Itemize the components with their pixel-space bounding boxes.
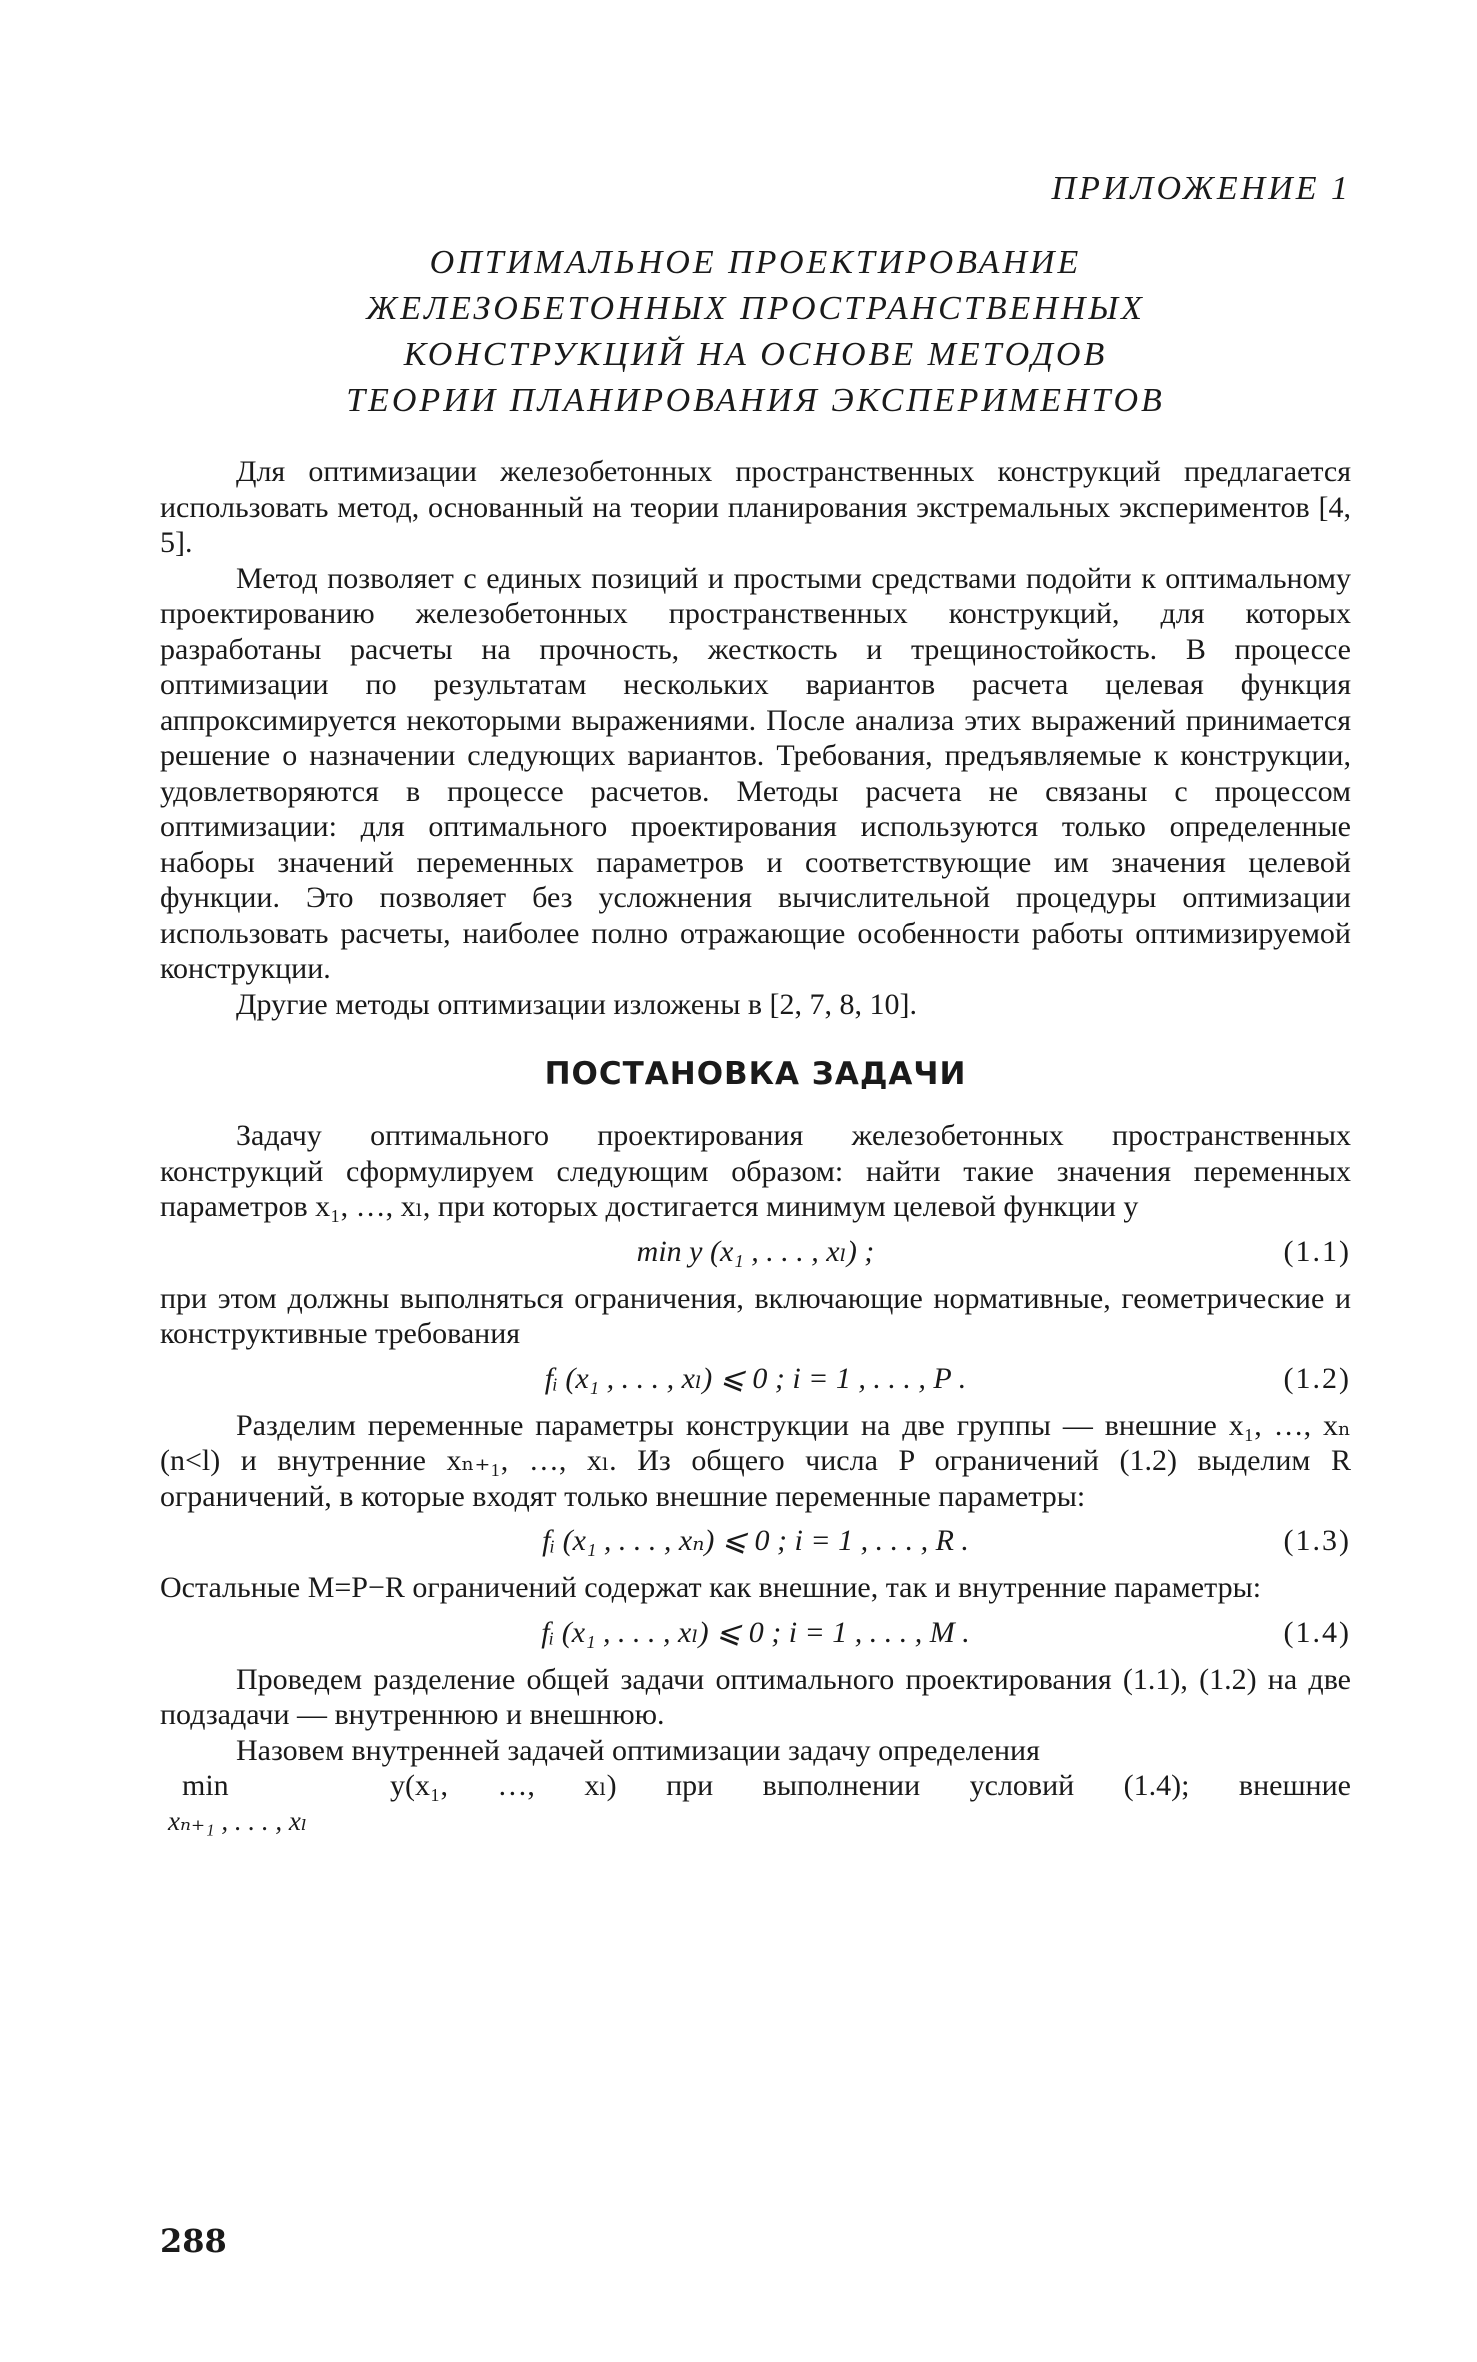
intro-paragraph: Метод позволяет с единых позиций и простыми средствами подойти к оптимальному проектированию железобетонных пространственных конструкций, для которых разработаны расчеты на прочность, жесткость и трещиностойкость. В процессе оптимизации по результатам нескольких вариантов расчета целевая функция аппроксимируется некоторыми выражениями. После анализа этих выражений принимается решение о назначении следующих вариантов. Требования, предъявляемые к конструкции, удовлетворяются в процессе расчетов. Методы расчета не связаны с процессом оптимизации: для оптимального проектирования используются только определенные наборы значений переменных параметров и соответствующие им значения целевой функции. Это позволяет без усложнения вычислительной процедуры оптимизации использовать расчеты, наиболее полно отражающие особенности работы оптимизируемой конструкции. [160, 561, 1351, 985]
title-line: КОНСТРУКЦИЙ НА ОСНОВЕ МЕТОДОВ [403, 336, 1108, 373]
min-operator: min [182, 1769, 229, 1802]
formula-expression: fᵢ (x₁ , . . . , xₙ) ⩽ 0 ; i = 1 , . . . , R . [542, 1524, 969, 1557]
body-paragraph: при этом должны выполняться ограничения, включающие нормативные, геометрические и конструктивные требования [160, 1281, 1351, 1350]
body-paragraph: Проведем разделение общей задачи оптимального проектирования (1.1), (1.2) на две подзадачи — внутреннюю и внешнюю. [160, 1662, 1351, 1731]
intro-paragraph: Для оптимизации железобетонных пространственных конструкций предлагается использовать метод, основанный на теории планирования экстремальных экспериментов [4, 5]. [160, 455, 1351, 559]
min-subscript: xₙ₊₁ , . . . , xₗ [168, 1806, 308, 1836]
title-line: ОПТИМАЛЬНОЕ ПРОЕКТИРОВАНИЕ [429, 244, 1082, 281]
chapter-title [160, 240, 1351, 424]
min-expression-line [160, 1768, 1351, 1804]
appendix-label: ПРИЛОЖЕНИЕ 1 [1051, 170, 1351, 207]
formula-1-1 [160, 1229, 1351, 1275]
intro-paragraph: Другие методы оптимизации изложены в [2, 7, 8, 10]. [236, 987, 918, 1021]
body-paragraph: Назовем внутренней задачей оптимизации задачу определения [236, 1733, 1040, 1767]
title-line: ЖЕЛЕЗОБЕТОННЫХ ПРОСТРАНСТВЕННЫХ [366, 290, 1145, 327]
page-number: 288 [160, 2222, 227, 2260]
formula-number: (1.1) [1283, 1234, 1351, 1268]
min-expression-text: y(x₁, …, xₗ) при выполнении условий (1.4); внешние [390, 1769, 1351, 1802]
body-paragraph: Остальные M=P−R ограничений содержат как внешние, так и внутренние параметры: [160, 1571, 1262, 1604]
section-heading: ПОСТАНОВКА ЗАДАЧИ [544, 1056, 967, 1092]
body-paragraph: Разделим переменные параметры конструкции на две группы — внешние x₁, …, xₙ (n<l) и внутренние xₙ₊₁, …, xₗ. Из общего числа P ограничений (1.2) выделим R ограничений, в которые входят только внешние переменные параметры: [160, 1408, 1351, 1513]
formula-expression: fᵢ (x₁ , . . . , xₗ) ⩽ 0 ; i = 1 , . . . , M . [541, 1615, 970, 1649]
title-line: ТЕОРИИ ПЛАНИРОВАНИЯ ЭКСПЕРИМЕНТОВ [346, 382, 1165, 419]
formula-1-2 [160, 1356, 1351, 1402]
formula-expression: fᵢ (x₁ , . . . , xₗ) ⩽ 0 ; i = 1 , . . . , P . [544, 1361, 967, 1395]
body-paragraph: Задачу оптимального проектирования железобетонных пространственных конструкций сформулируем следующим образом: найти такие значения переменных параметров x₁, …, xₗ, при которых достигается минимум целевой функции y [160, 1119, 1351, 1223]
formula-expression: min y (x₁ , . . . , xₗ) ; [636, 1234, 875, 1268]
formula-number: (1.2) [1283, 1361, 1351, 1395]
formula-1-3 [160, 1518, 1351, 1564]
formula-number: (1.4) [1283, 1615, 1351, 1649]
formula-1-4 [160, 1610, 1351, 1656]
formula-number: (1.3) [1283, 1524, 1351, 1557]
